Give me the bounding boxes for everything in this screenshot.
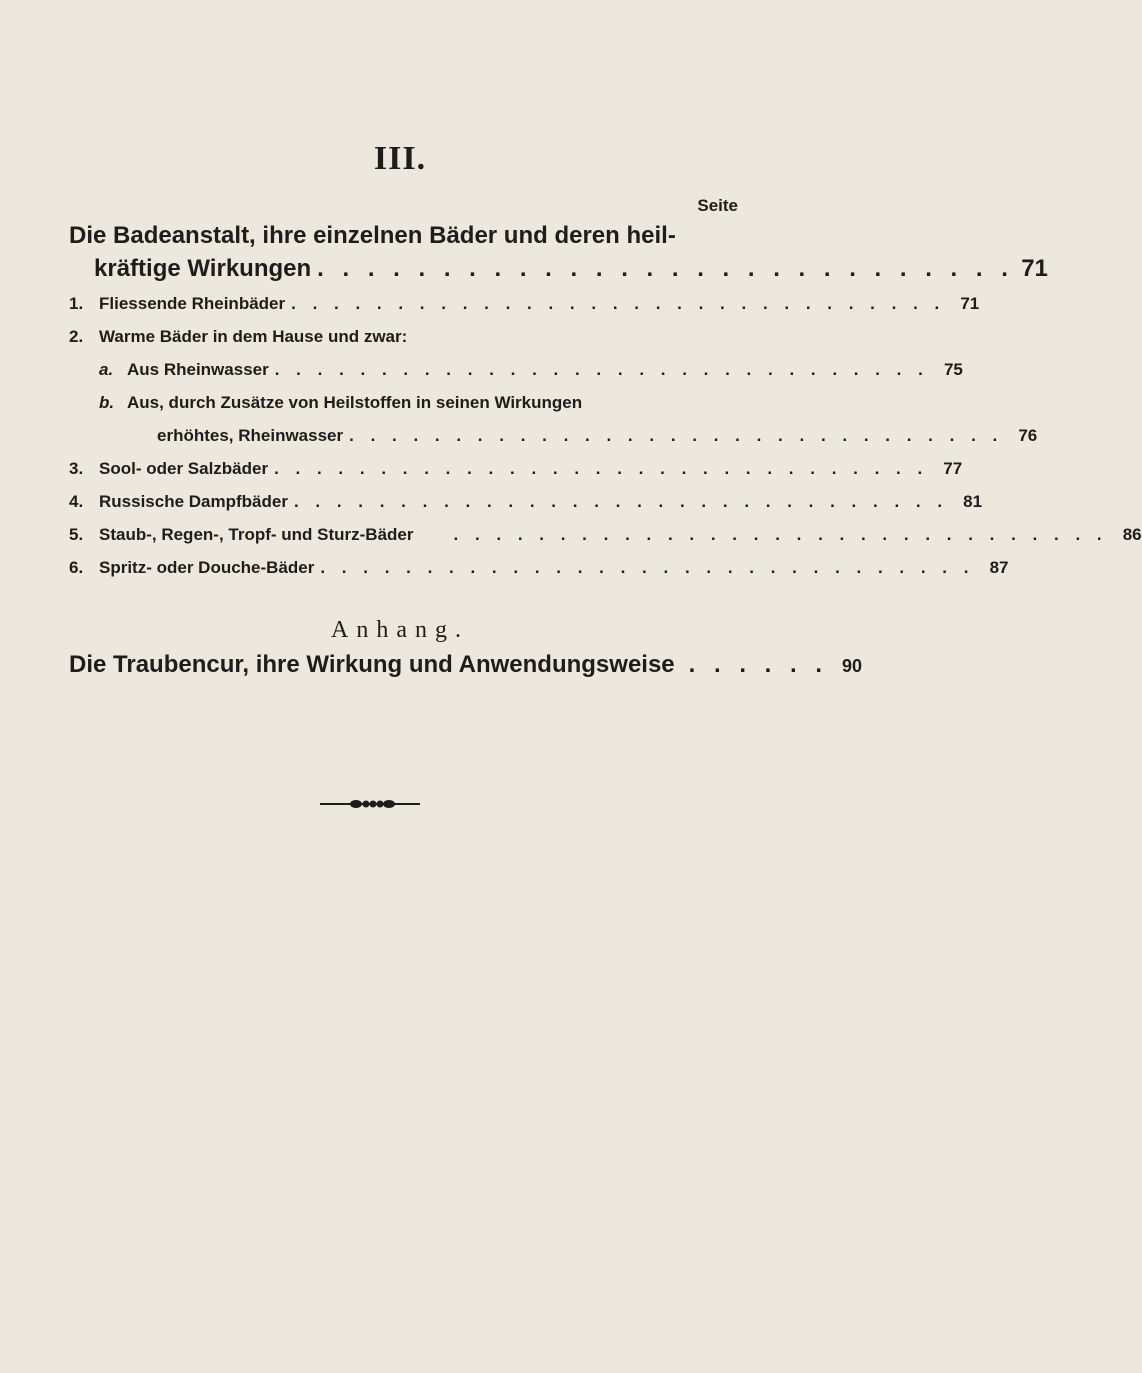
main-entry-page: 71 [1021, 255, 1048, 282]
main-entry-line1: Die Badeanstalt, ihre einzelnen Bäder und deren heil- [69, 222, 676, 249]
toc-subentry [99, 360, 963, 380]
subentry-letter: a. [99, 360, 114, 379]
ornament-divider-icon [318, 797, 422, 811]
appendix-entry-page: 90 [841, 656, 863, 676]
subentry-letter: b. [99, 393, 115, 412]
entry-text: Warme Bäder in dem Hause und zwar: [99, 327, 408, 346]
entry-page: 81 [963, 492, 983, 511]
page-column-label: Seite [697, 196, 738, 215]
leader-dots: . . . . . . . . . . . . . . . . . . . . . . . . . . . . . . . [291, 294, 946, 313]
toc-entry [69, 492, 983, 512]
entry-page: 76 [1018, 426, 1038, 445]
toc-entry [69, 327, 407, 347]
entry-text: erhöhtes, Rheinwasser [157, 426, 344, 445]
entry-number: 6. [69, 558, 84, 577]
entry-page: 77 [943, 459, 963, 478]
appendix-entry [69, 651, 863, 679]
entry-text: Spritz- oder Douche-Bäder [99, 558, 315, 577]
leader-dots: . . . . . . . . . . . . . . . . . . . . . . . . . . . . . . . [274, 459, 929, 478]
toc-entry [69, 525, 1142, 545]
entry-number: 1. [69, 294, 84, 313]
entry-number: 5. [69, 525, 84, 544]
page-heading: III. [373, 140, 427, 177]
leader-dots: . . . . . . . . . . . . . . . . . . . . . . . . . . . . . . . [349, 426, 1004, 445]
entry-text: Aus, durch Zusätze von Heilstoffen in seinen Wirkungen [127, 393, 583, 412]
entry-number: 3. [69, 459, 84, 478]
entry-text: Aus Rheinwasser [127, 360, 269, 379]
entry-number: 2. [69, 327, 84, 346]
toc-subentry-continuation [157, 426, 1038, 446]
appendix-title: Anhang. [331, 617, 469, 643]
entry-number: 4. [69, 492, 84, 511]
entry-page: 86 [1122, 525, 1142, 544]
toc-entry [69, 558, 1009, 578]
leader-dots: . . . . . . . . . . . . . . . . . . . . . . . . . . . . . . . [320, 558, 975, 577]
entry-page: 87 [989, 558, 1009, 577]
toc-entry [69, 459, 963, 479]
entry-text: Fliessende Rheinbäder [99, 294, 286, 313]
entry-page: 75 [943, 360, 963, 379]
leader-dots: . . . . . . . . . . . . . . . . . . . . . . . . . . . . [317, 255, 1014, 282]
toc-entry [69, 294, 980, 314]
appendix-entry-text: Die Traubencur, ihre Wirkung und Anwendungsweise [69, 651, 675, 678]
entry-text: Sool- oder Salzbäder [99, 459, 269, 478]
leader-dots: . . . . . . . . . . . . . . . . . . . . . . . . . . . . . . . [293, 492, 949, 511]
entry-text: Russische Dampfbäder [99, 492, 288, 511]
toc-subentry [99, 393, 582, 413]
main-entry-line2 [94, 255, 1048, 283]
leader-dots: . . . . . . . . . . . . . . . . . . . . . . . . . . . . . . . [453, 525, 1108, 544]
leader-dots: . . . . . . . . . . . . . . . . . . . . . . . . . . . . . . . [274, 360, 929, 379]
entry-text: Staub-, Regen-, Tropf- und Sturz-Bäder [99, 525, 414, 544]
entry-page: 71 [960, 294, 980, 313]
leader-dots: . . . . . . [688, 651, 829, 678]
main-entry-text: kräftige Wirkungen [94, 255, 312, 282]
